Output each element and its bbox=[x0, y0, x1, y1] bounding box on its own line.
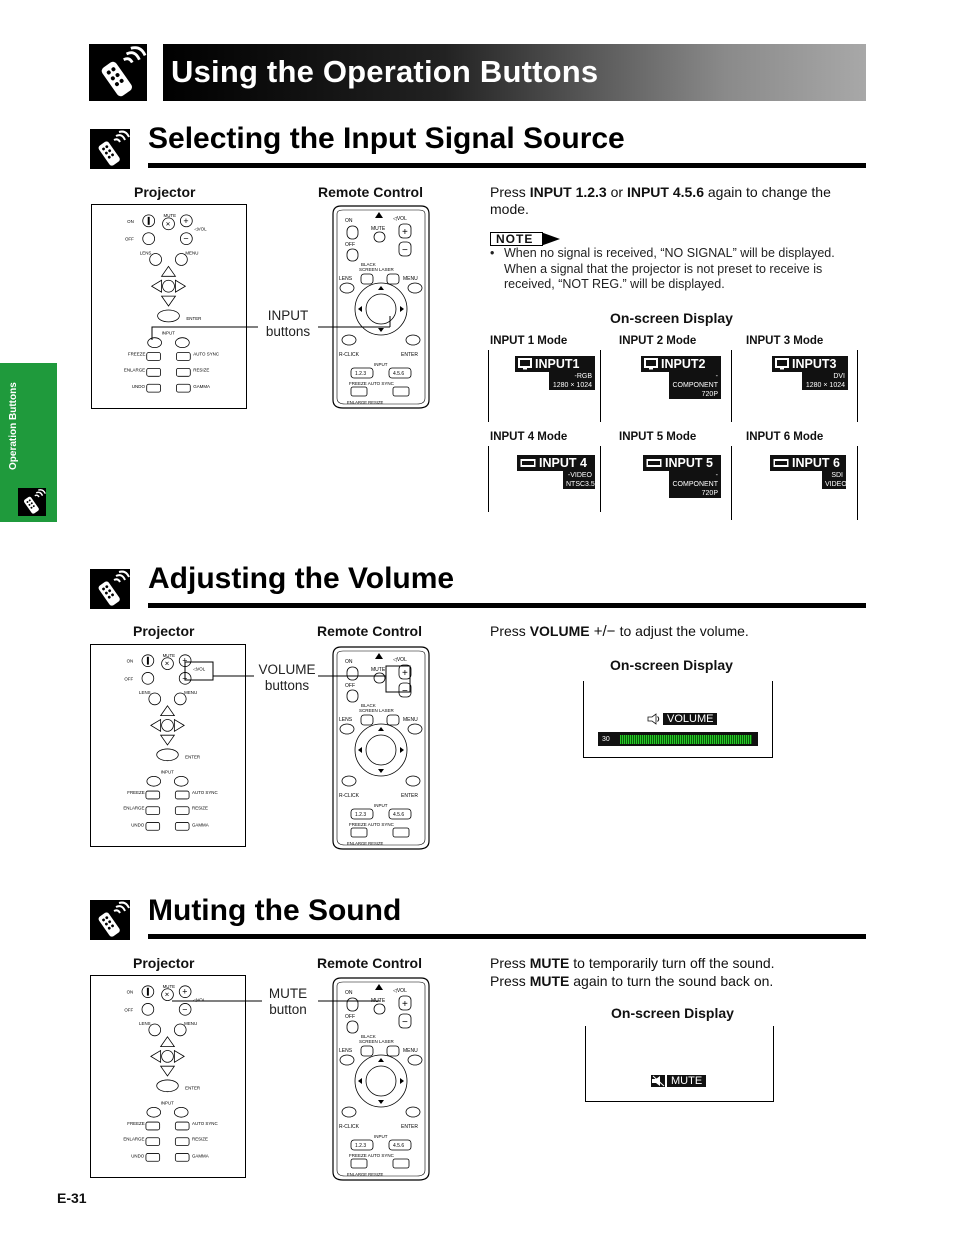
osd-screen bbox=[488, 446, 601, 512]
osd-label-mute: On-screen Display bbox=[611, 1005, 734, 1021]
page-title: Using the Operation Buttons bbox=[171, 54, 599, 89]
osd-sub: DVI bbox=[802, 372, 848, 381]
osd-sub: -COMPONENT bbox=[669, 372, 721, 390]
section-title-mute: Muting the Sound bbox=[148, 894, 402, 927]
section-rule bbox=[148, 163, 866, 168]
osd-sub: VIDEO bbox=[822, 480, 846, 489]
osd-input-tag: INPUT 4 bbox=[517, 455, 595, 471]
page-number: E-31 bbox=[57, 1190, 87, 1206]
osd-screen-mute bbox=[585, 1026, 774, 1102]
speaker-muted-icon bbox=[651, 1075, 665, 1087]
mute-callout: MUTE button bbox=[262, 986, 314, 1018]
osd-sub: -RGB bbox=[549, 372, 595, 381]
mode-label: INPUT 5 Mode bbox=[619, 431, 697, 443]
remote-label: Remote Control bbox=[317, 955, 422, 971]
osd-sub: 1280 × 1024 bbox=[802, 381, 848, 390]
section-title-volume: Adjusting the Volume bbox=[148, 562, 455, 595]
remote-label: Remote Control bbox=[317, 623, 422, 639]
volume-instruction: Press VOLUME +/− to adjust the volume. bbox=[490, 623, 749, 640]
mode-label: INPUT 6 Mode bbox=[746, 431, 824, 443]
mute-instruction-1: Press MUTE to temporarily turn off the sound. bbox=[490, 955, 775, 971]
monitor-icon bbox=[644, 358, 658, 370]
osd-screen-volume bbox=[583, 681, 773, 758]
mute-instruction-2: Press MUTE again to turn the sound back on. bbox=[490, 973, 774, 989]
osd-sub: -COMPONENT bbox=[669, 471, 721, 489]
projector-label: Projector bbox=[133, 955, 195, 971]
projector-label: Projector bbox=[133, 623, 195, 639]
osd-sub: NTSC3.58 bbox=[563, 480, 595, 489]
video-icon bbox=[773, 458, 789, 468]
mode-label: INPUT 2 Mode bbox=[619, 335, 697, 347]
osd-input-tag: INPUT 5 bbox=[643, 455, 721, 471]
volume-level-fill bbox=[620, 735, 752, 744]
volume-callout: VOLUME buttons bbox=[256, 662, 318, 694]
volume-bar bbox=[598, 732, 758, 746]
section-remote-icon bbox=[89, 569, 131, 609]
speaker-icon bbox=[647, 713, 661, 725]
section-remote-icon bbox=[89, 900, 131, 940]
osd-input-tag: INPUT1 bbox=[515, 356, 595, 372]
section-title-input: Selecting the Input Signal Source bbox=[148, 122, 625, 155]
osd-screen bbox=[488, 350, 601, 422]
osd-screen bbox=[746, 350, 858, 422]
monitor-icon bbox=[518, 358, 532, 370]
projector-label: Projector bbox=[134, 184, 196, 200]
mode-label: INPUT 1 Mode bbox=[490, 335, 568, 347]
input-callout: INPUT buttons bbox=[258, 308, 318, 340]
osd-sub: SDI bbox=[822, 471, 846, 480]
side-tab-remote-icon bbox=[18, 488, 46, 516]
note-badge bbox=[490, 232, 562, 246]
video-icon bbox=[520, 458, 536, 468]
osd-input-tag: INPUT2 bbox=[641, 356, 721, 372]
osd-mute-tag: MUTE bbox=[667, 1075, 706, 1087]
input-instruction: Press INPUT 1.2.3 or INPUT 4.5.6 again to change the mode. bbox=[490, 184, 831, 217]
side-tab-label: Operation Buttons bbox=[8, 382, 19, 470]
osd-screen bbox=[746, 446, 858, 520]
osd-label-input: On-screen Display bbox=[610, 310, 733, 326]
osd-screen bbox=[615, 446, 732, 520]
osd-label-volume: On-screen Display bbox=[610, 657, 733, 673]
mode-label: INPUT 4 Mode bbox=[490, 431, 568, 443]
osd-volume-tag: VOLUME bbox=[663, 713, 717, 725]
volume-value: 30 bbox=[602, 735, 610, 743]
osd-sub: 720P bbox=[669, 489, 721, 498]
note-label: NOTE bbox=[496, 232, 534, 246]
mode-label: INPUT 3 Mode bbox=[746, 335, 824, 347]
remote-control-diagram bbox=[331, 204, 431, 410]
remote-label: Remote Control bbox=[318, 184, 423, 200]
monitor-icon bbox=[775, 358, 789, 370]
video-icon bbox=[646, 458, 662, 468]
osd-input-tag: INPUT3 bbox=[772, 356, 848, 372]
section-remote-icon bbox=[89, 129, 131, 169]
section-rule bbox=[148, 603, 866, 608]
osd-sub: 720P bbox=[669, 390, 721, 399]
osd-sub: -VIDEO bbox=[563, 471, 595, 480]
note-text: • When no signal is received, “NO SIGNAL” will be displayed. When a signal that the projector is not preset to receive is received, “NOT REG.” will be displayed. bbox=[490, 246, 835, 291]
projector-panel-diagram bbox=[91, 204, 247, 409]
osd-screen bbox=[615, 350, 732, 422]
banner-remote-icon bbox=[89, 44, 147, 101]
osd-sub: 1280 × 1024 bbox=[549, 381, 595, 390]
osd-input-tag: INPUT 6 bbox=[770, 455, 846, 471]
section-rule bbox=[148, 934, 866, 939]
